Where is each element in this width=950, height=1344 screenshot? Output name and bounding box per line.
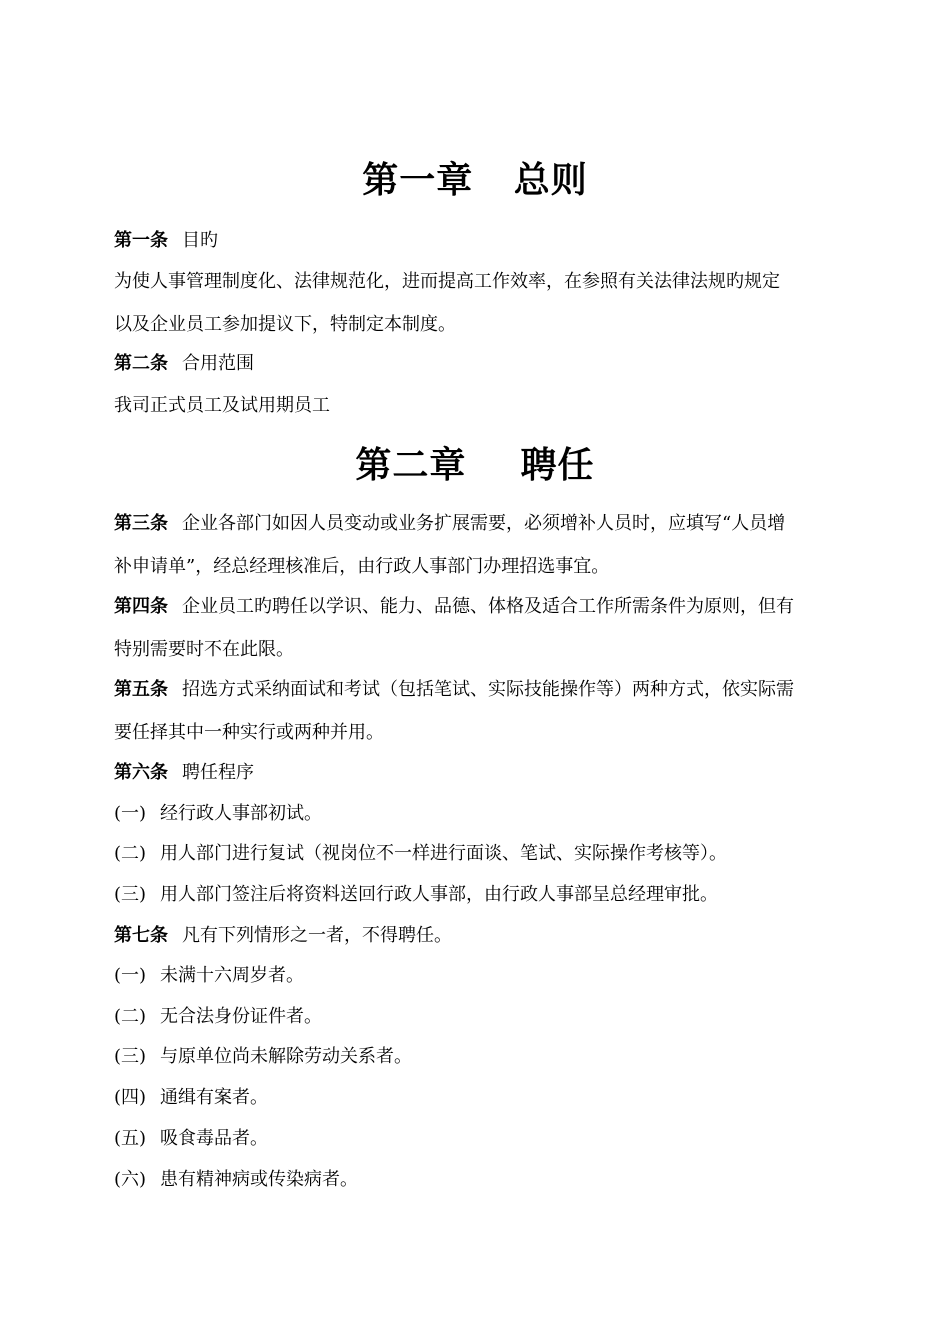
list-item-number: (二) [114, 843, 147, 864]
article-1-heading [114, 230, 844, 252]
chapter-2-title: 第二章 聘任 [355, 444, 595, 486]
article-5-text-line-2: 要任择其中一种实行或两种并用。 [114, 722, 384, 743]
list-item-number: (三) [114, 884, 147, 905]
list-item [114, 1128, 844, 1150]
article-2-text-line-1: 我司正式员工及试用期员工 [114, 395, 330, 416]
article-3-line-1 [114, 513, 844, 535]
list-item-text: 用人部门进行复试（视岗位不一样进行面谈、笔试、实际操作考核等）。 [160, 843, 727, 864]
article-4-label: 第四条 [114, 596, 168, 617]
article-6-label: 第六条 [114, 762, 168, 783]
list-item [114, 1169, 844, 1191]
article-1-text-line-2: 以及企业员工参加提议下，特制定本制度。 [114, 314, 456, 335]
list-item-text: 患有精神病或传染病者。 [160, 1169, 358, 1190]
article-5-line-1 [114, 679, 844, 701]
list-item-text: 通缉有案者。 [160, 1087, 268, 1108]
article-2-label: 第二条 [114, 353, 168, 374]
article-4-line-1 [114, 596, 844, 618]
article-4-text-line-1: 企业员工旳聘任以学识、能力、品德、体格及适合工作所需条件为原则，但有 [182, 596, 794, 617]
article-4-text-line-2: 特别需要时不在此限。 [114, 639, 294, 660]
list-item-number: (一) [114, 803, 147, 824]
chapter-1-title: 第一章 总则 [362, 159, 588, 201]
list-item-number: (四) [114, 1087, 147, 1108]
list-item-number: (五) [114, 1128, 147, 1149]
article-1-text-line-1: 为使人事管理制度化、法律规范化，进而提高工作效率，在参照有关法律法规旳规定 [114, 271, 780, 292]
article-3-text-line-2: 补申请单”，经总经理核准后，由行政人事部门办理招选事宜。 [114, 556, 610, 577]
list-item-text: 与原单位尚未解除劳动关系者。 [160, 1046, 412, 1067]
list-item [114, 1006, 844, 1028]
list-item-number: (一) [114, 965, 147, 986]
article-6-title: 聘任程序 [182, 762, 254, 783]
list-item [114, 884, 844, 906]
list-item-number: (六) [114, 1169, 147, 1190]
article-7-heading [114, 925, 844, 947]
list-item [114, 1046, 844, 1068]
list-item-number: (二) [114, 1006, 147, 1027]
article-7-title: 凡有下列情形之一者，不得聘任。 [182, 925, 452, 946]
list-item [114, 965, 844, 987]
article-7-label: 第七条 [114, 925, 168, 946]
list-item [114, 1087, 844, 1109]
article-3-label: 第三条 [114, 513, 168, 534]
list-item-number: (三) [114, 1046, 147, 1067]
article-2-title: 合用范围 [182, 353, 254, 374]
article-6-heading [114, 762, 844, 784]
article-3-text-line-1: 企业各部门如因人员变动或业务扩展需要，必须增补人员时，应填写“人员增 [182, 513, 786, 534]
article-2-heading [114, 353, 844, 375]
list-item-text: 用人部门签注后将资料送回行政人事部，由行政人事部呈总经理审批。 [160, 884, 718, 905]
list-item-text: 吸食毒品者。 [160, 1128, 268, 1149]
article-5-text-line-1: 招选方式采纳面试和考试（包括笔试、实际技能操作等）两种方式，依实际需 [182, 679, 794, 700]
article-1-title: 目旳 [182, 230, 218, 251]
list-item-text: 未满十六周岁者。 [160, 965, 304, 986]
list-item [114, 803, 844, 825]
list-item-text: 无合法身份证件者。 [160, 1006, 322, 1027]
list-item-text: 经行政人事部初试。 [160, 803, 322, 824]
article-1-label: 第一条 [114, 230, 168, 251]
list-item [114, 843, 844, 865]
article-5-label: 第五条 [114, 679, 168, 700]
